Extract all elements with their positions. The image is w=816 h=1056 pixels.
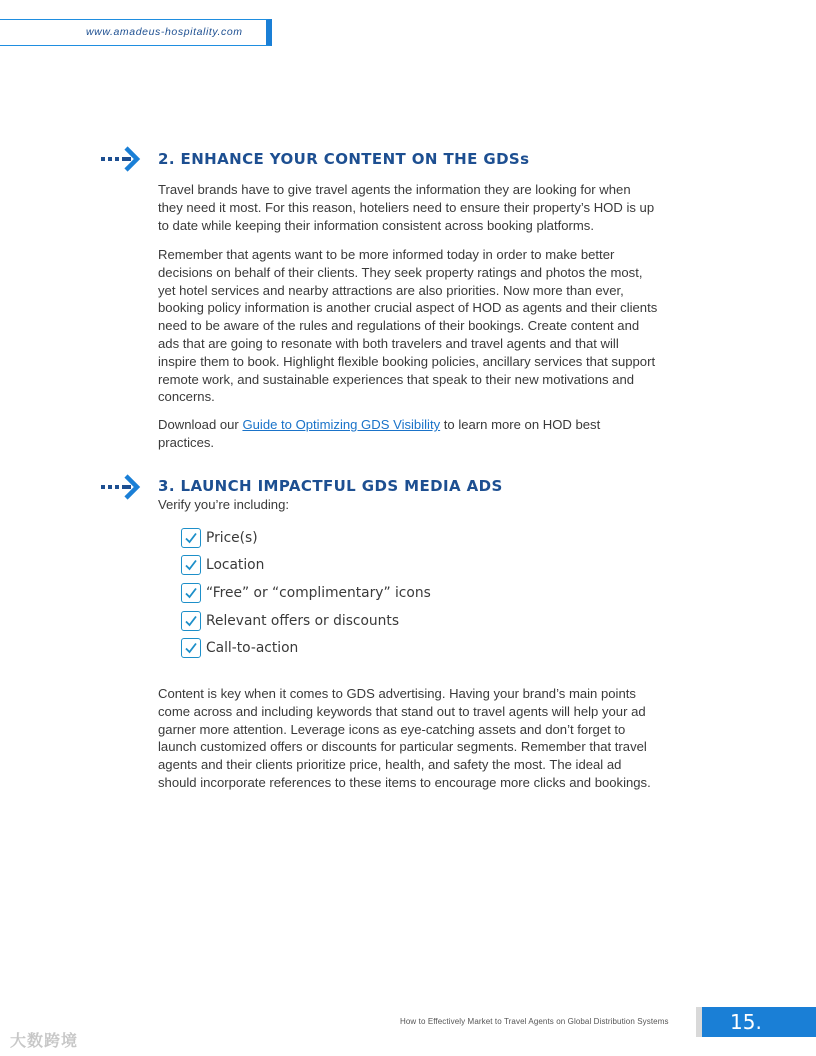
checkbox-checked-icon (181, 555, 201, 575)
gds-visibility-guide-link[interactable]: Guide to Optimizing GDS Visibility (242, 417, 441, 432)
website-url: www.amadeus-hospitality.com (86, 26, 243, 38)
checklist-item-label: “Free” or “complimentary” icons (206, 584, 431, 601)
arrow-right-icon (101, 474, 141, 500)
page-number: 15. (730, 1010, 762, 1034)
section-2-paragraph-1: Travel brands have to give travel agents the information they are looking for when they need it most. For this reason, hoteliers need to ensure their property’s HOD is up to date while keeping their information consistent across booking platforms. (158, 182, 655, 233)
watermark: 大数跨境 (10, 1031, 79, 1050)
checklist-item (181, 607, 431, 635)
checklist-item-label: Location (206, 557, 265, 574)
website-url-tab (0, 19, 272, 46)
section-2-paragraph-2: Remember that agents want to be more informed today in order to make better decisions on behalf of their clients. They seek property ratings and photos the most, yet hotel services and nearby attractions are also priorities. Now more than ever, booking policy information is another crucial aspect of HOD as agents and their clients need to be aware of the rules and regulations of their bookings. Create content and ads that are going to resonate with both travelers and travel agents and that will inspire them to book. Highlight flexible booking policies, ancillary services that support remote work, and sustainable experiences that speak to their new motivations and concerns. (158, 247, 658, 405)
checkbox-checked-icon (181, 583, 201, 603)
checklist-item-label: Price(s) (206, 529, 258, 546)
download-suffix: to learn more on HOD best practices. (158, 417, 601, 450)
page-number-box (696, 1007, 816, 1037)
download-prefix: Download our (158, 417, 243, 432)
checklist-item (181, 634, 431, 662)
arrow-right-icon (101, 146, 141, 172)
checkbox-checked-icon (181, 528, 201, 548)
checklist-item-label: Call-to-action (206, 640, 299, 657)
section-2-paragraph-3 (158, 416, 658, 452)
checkbox-checked-icon (181, 611, 201, 631)
section-3-heading: 3. LAUNCH IMPACTFUL GDS MEDIA ADS (158, 477, 503, 495)
checklist-item-label: Relevant offers or discounts (206, 612, 400, 629)
checklist-item (181, 579, 431, 607)
checklist (181, 524, 431, 662)
section-3-paragraph: Content is key when it comes to GDS advertising. Having your brand’s main points come across and including keywords that stand out to travel agents will help your ad garner more attention. Leverage icons as eye-catching assets and don’t forget to launch customized offers or discounts for particular segments. Remember that travel agents and their clients prioritize price, health, and safety the most. The ideal ad should incorporate references to these items to encourage more clicks and bookings. (158, 686, 651, 790)
checklist-item (181, 524, 431, 552)
checkbox-checked-icon (181, 638, 201, 658)
section-2-heading: 2. ENHANCE YOUR CONTENT ON THE GDSs (158, 150, 530, 168)
footer-document-title: How to Effectively Market to Travel Agents on Global Distribution Systems (400, 1017, 669, 1026)
checklist-item (181, 552, 431, 580)
section-3-intro: Verify you’re including: (158, 497, 290, 512)
